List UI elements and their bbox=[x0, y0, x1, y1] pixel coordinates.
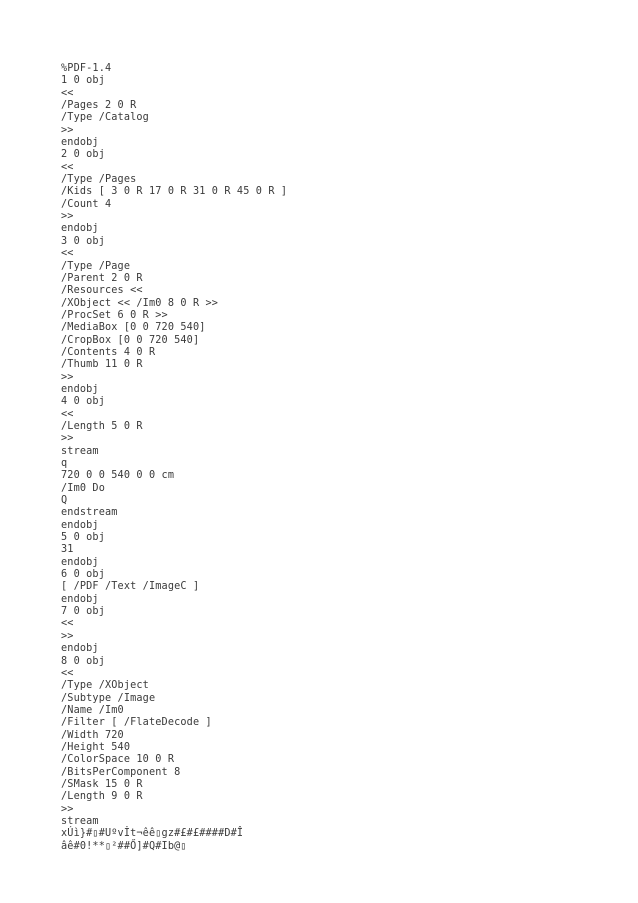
text-line: /Height 540 bbox=[61, 741, 131, 753]
text-line: endobj bbox=[61, 643, 99, 655]
text-line: /Parent 2 0 R bbox=[61, 272, 143, 284]
text-line: 8 0 obj bbox=[61, 655, 105, 667]
text-line: /Type /Pages bbox=[61, 174, 137, 186]
text-line: endobj bbox=[61, 223, 99, 235]
text-line: /SMask 15 0 R bbox=[61, 778, 143, 790]
text-line: /Filter [ /FlateDecode ] bbox=[61, 717, 212, 729]
text-line: stream bbox=[61, 445, 99, 457]
text-line: /Width 720 bbox=[61, 729, 124, 741]
text-line: endobj bbox=[61, 383, 99, 395]
text-line: /Contents 4 0 R bbox=[61, 346, 156, 358]
text-line: >> bbox=[61, 124, 74, 136]
text-line: /Subtype /Image bbox=[61, 692, 156, 704]
text-line: /ProcSet 6 0 R >> bbox=[61, 309, 168, 321]
text-line: << bbox=[61, 161, 74, 173]
text-line: 2 0 obj bbox=[61, 149, 105, 161]
text-line: xÚì}#▯#Uºvİt¬êê▯gz#£#£####D#Î bbox=[61, 828, 244, 840]
text-line: /Length 5 0 R bbox=[61, 420, 143, 432]
text-line: << bbox=[61, 618, 74, 630]
text-line: endobj bbox=[61, 556, 99, 568]
text-line: >> bbox=[61, 433, 74, 445]
text-line: /Kids [ 3 0 R 17 0 R 31 0 R 45 0 R ] bbox=[61, 186, 288, 198]
text-line: /Type /XObject bbox=[61, 680, 149, 692]
text-line: 1 0 obj bbox=[61, 75, 105, 87]
text-line: endobj bbox=[61, 137, 99, 149]
text-line: [ /PDF /Text /ImageC ] bbox=[61, 581, 200, 593]
text-line: << bbox=[61, 87, 74, 99]
text-line: /XObject << /Im0 8 0 R >> bbox=[61, 297, 219, 309]
text-line: /BitsPerComponent 8 bbox=[61, 766, 181, 778]
text-line: /Length 9 0 R bbox=[61, 791, 143, 803]
text-line: /MediaBox [0 0 720 540] bbox=[61, 322, 206, 334]
text-line: stream bbox=[61, 815, 99, 827]
text-line: 4 0 obj bbox=[61, 396, 105, 408]
text-line: >> bbox=[61, 211, 74, 223]
text-line: /ColorSpace 10 0 R bbox=[61, 754, 175, 766]
text-line: 6 0 obj bbox=[61, 569, 105, 581]
text-line: âê#0!**▯²##Ő]#Q#Ib@▯ bbox=[61, 840, 187, 852]
text-line: endstream bbox=[61, 507, 118, 519]
text-line: >> bbox=[61, 371, 74, 383]
text-line: >> bbox=[61, 630, 74, 642]
text-line: 720 0 0 540 0 0 cm bbox=[61, 470, 175, 482]
text-line: /Name /Im0 bbox=[61, 704, 124, 716]
text-line: << bbox=[61, 248, 74, 260]
text-line: /Count 4 bbox=[61, 198, 112, 210]
text-line: /Thumb 11 0 R bbox=[61, 359, 143, 371]
text-line: 3 0 obj bbox=[61, 235, 105, 247]
text-line: 7 0 obj bbox=[61, 606, 105, 618]
text-line: /CropBox [0 0 720 540] bbox=[61, 334, 200, 346]
text-line: /Im0 Do bbox=[61, 482, 105, 494]
text-line: /Resources << bbox=[61, 285, 143, 297]
text-line: endobj bbox=[61, 593, 99, 605]
text-line: %PDF-1.4 bbox=[61, 63, 112, 74]
text-line: q bbox=[61, 458, 68, 469]
text-line: Q bbox=[61, 495, 68, 507]
text-line: 31 bbox=[61, 544, 74, 556]
text-line: << bbox=[61, 667, 74, 679]
text-line: 5 0 obj bbox=[61, 532, 105, 544]
pdf-source-text bbox=[61, 63, 621, 853]
text-line: /Type /Page bbox=[61, 260, 131, 272]
text-line: /Pages 2 0 R bbox=[61, 100, 137, 112]
text-line: >> bbox=[61, 803, 74, 815]
text-line: endobj bbox=[61, 519, 99, 531]
text-line: << bbox=[61, 408, 74, 420]
text-line: /Type /Catalog bbox=[61, 112, 149, 124]
